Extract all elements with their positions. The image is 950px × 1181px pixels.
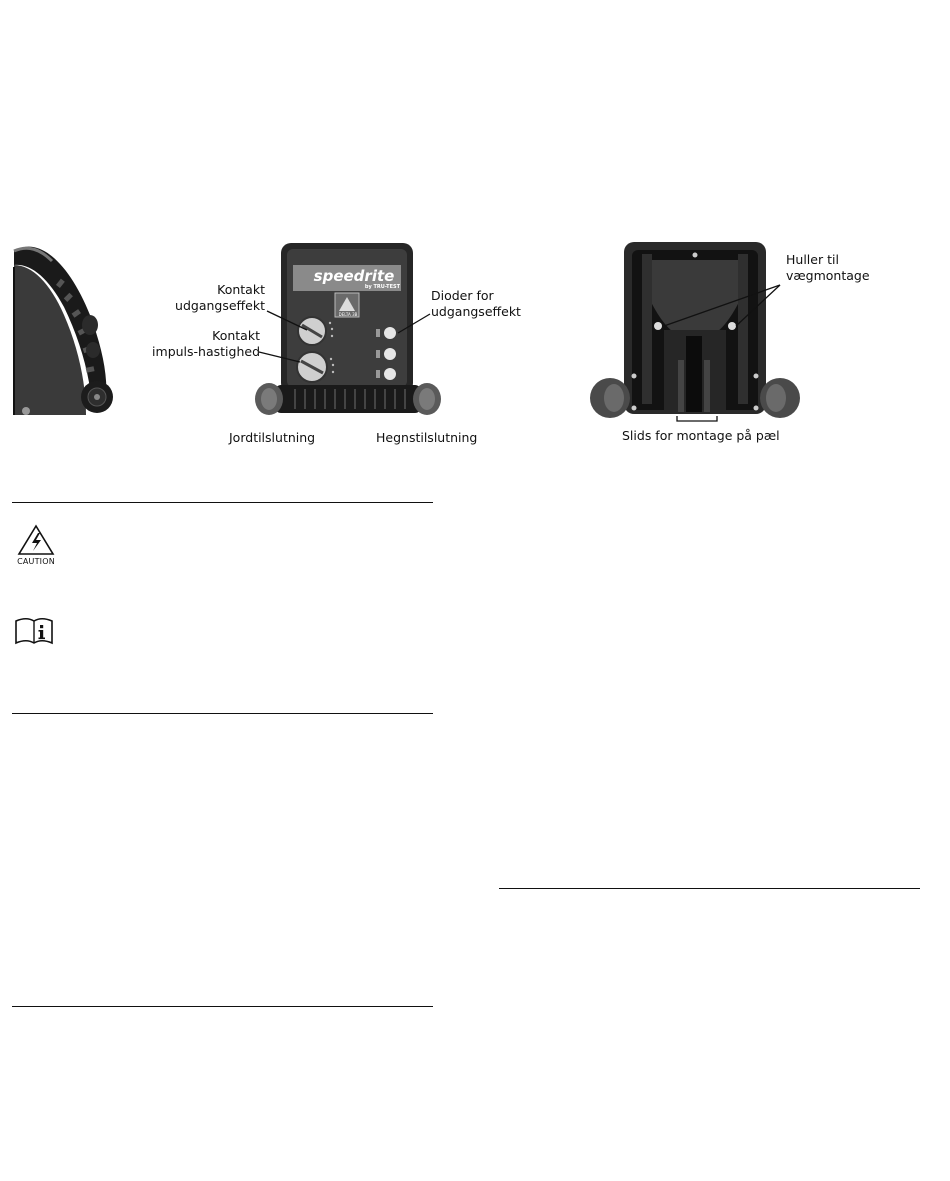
wall-holes-label-line2: vægmontage <box>786 268 870 283</box>
wall-holes-label <box>786 252 870 284</box>
divider-1 <box>12 502 433 503</box>
divider-4 <box>12 1006 433 1007</box>
divider-2 <box>12 713 433 714</box>
caution-caption: CAUTION <box>17 557 55 566</box>
leds-label-line2: udgangseffekt <box>431 304 521 319</box>
wall-holes-label-line1: Huller til <box>786 252 839 267</box>
brand-sub: by TRU-TEST <box>364 284 400 290</box>
caution-block <box>14 525 58 573</box>
brand-name: speedrite <box>313 267 395 285</box>
pulse-switch-label-line1: Kontakt <box>212 328 260 343</box>
manual-info-icon <box>15 617 53 645</box>
leds-label-line1: Dioder for <box>431 288 494 303</box>
model-badge: DELTA 3B <box>338 312 358 317</box>
pulse-switch-label-line2: impuls-hastighed <box>152 344 260 359</box>
fence-terminal-label: Hegnstilslutning <box>376 430 478 445</box>
output-switch-label-line1: Kontakt <box>217 282 265 297</box>
divider-3 <box>499 888 920 889</box>
output-switch-label-line2: udgangseffekt <box>175 298 265 313</box>
earth-terminal-label: Jordtilslutning <box>229 430 316 445</box>
caution-icon <box>18 525 54 555</box>
post-slot-label: Slids for montage på pæl <box>622 428 780 443</box>
